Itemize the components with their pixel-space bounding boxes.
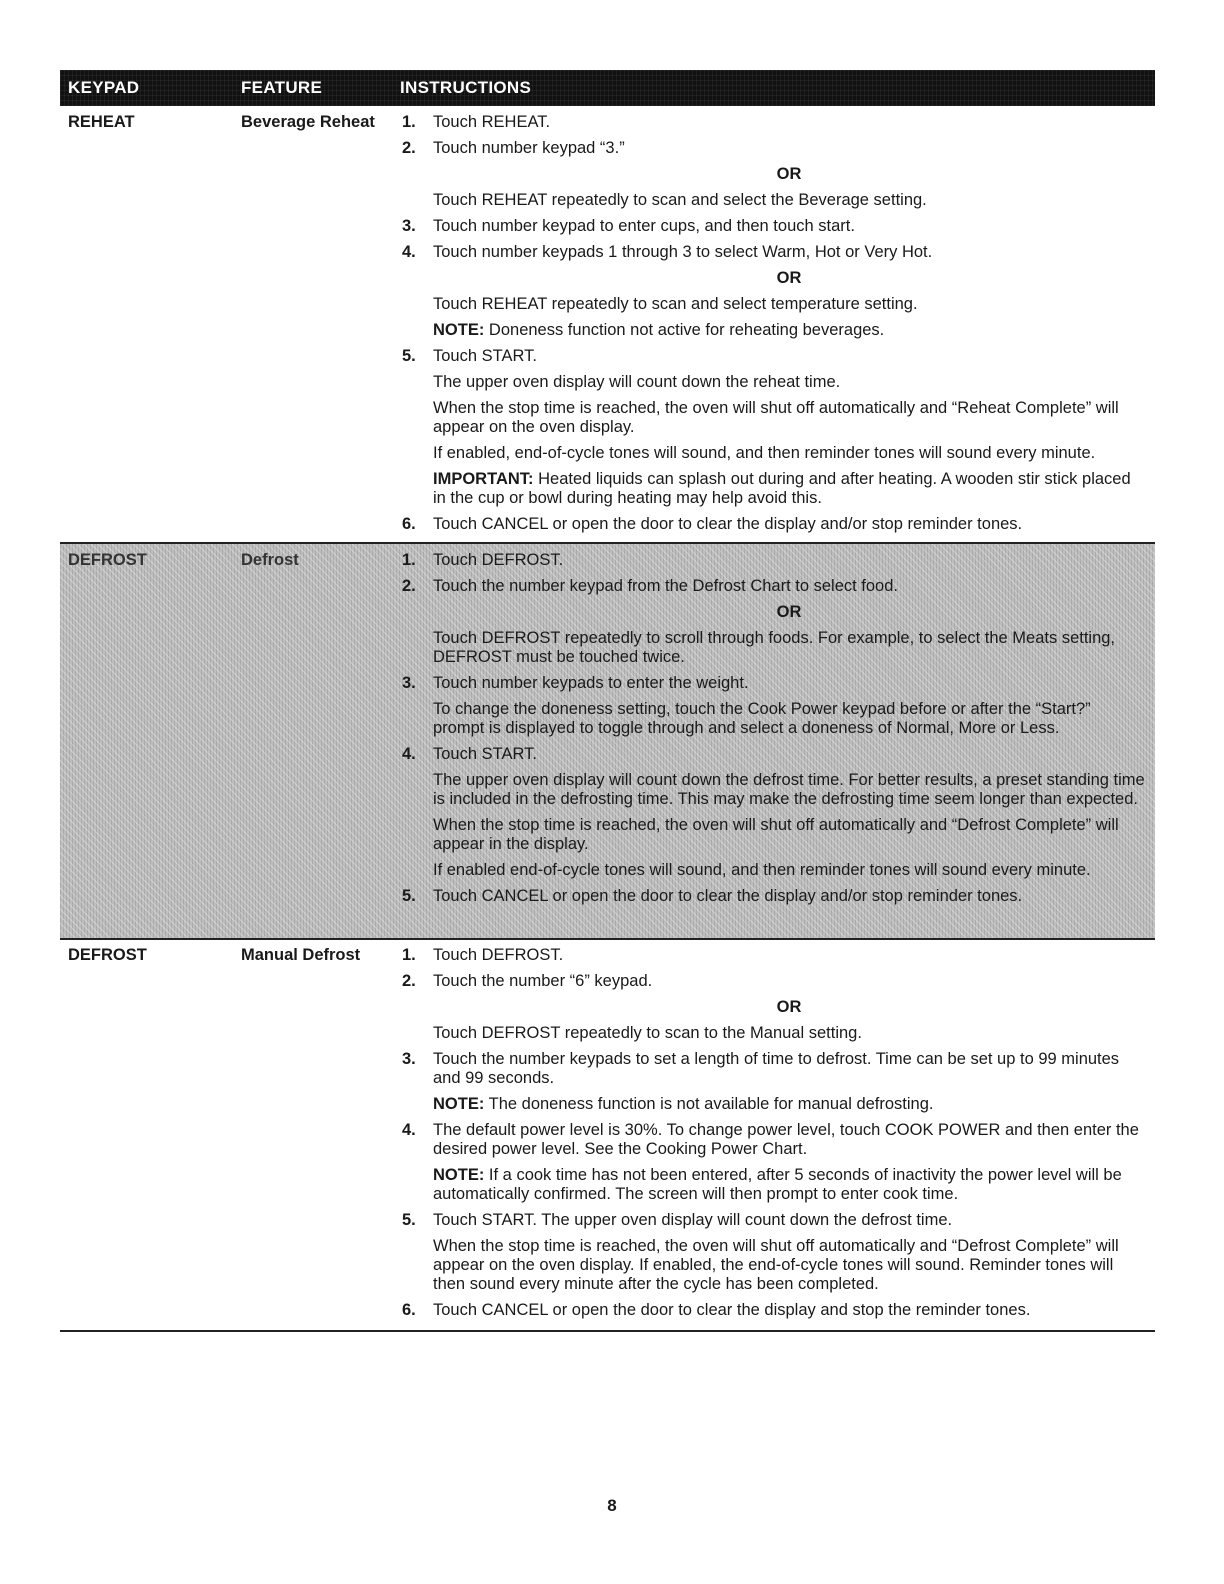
or-separator: OR	[776, 998, 802, 1016]
line-text: Touch CANCEL or open the door to clear the display and/or stop reminder tones.	[433, 515, 1023, 533]
feature-label: Manual Defrost	[241, 946, 361, 964]
note-lead: NOTE:	[433, 321, 485, 339]
instructions-list	[400, 113, 1145, 541]
step-number: 3.	[402, 1050, 416, 1068]
instruction-text	[400, 816, 1145, 854]
instruction-step	[400, 347, 1145, 366]
instruction-step	[400, 972, 1145, 991]
line-text: Touch the number keypad from the Defrost Chart to select food.	[433, 577, 898, 595]
step-number: 1.	[402, 946, 416, 964]
or-separator: OR	[776, 269, 802, 287]
line-text: Touch REHEAT repeatedly to scan and select the Beverage setting.	[433, 191, 927, 209]
step-number: 2.	[402, 139, 416, 157]
instruction-text	[400, 295, 1145, 314]
instruction-text	[400, 1024, 1145, 1043]
instruction-text	[400, 861, 1145, 880]
line-text: Heated liquids can splash out during and after heating. A wooden stir stick placed in the cup or bowl during heating may help avoid this.	[433, 470, 1131, 507]
page-number: 8	[607, 1496, 617, 1515]
note-lead: IMPORTANT:	[433, 470, 534, 488]
line-text: Touch DEFROST repeatedly to scroll through foods. For example, to select the Meats setting, DEFROST must be touched twice.	[433, 629, 1116, 666]
instruction-step	[400, 577, 1145, 596]
step-number: 4.	[402, 745, 416, 763]
instruction-step	[400, 139, 1145, 158]
instruction-note	[400, 1166, 1145, 1204]
line-text: Touch START. The upper oven display will count down the defrost time.	[433, 1211, 953, 1229]
instruction-step	[400, 1121, 1145, 1159]
line-text: Touch REHEAT repeatedly to scan and select temperature setting.	[433, 295, 918, 313]
line-text: Touch CANCEL or open the door to clear the display and/or stop reminder tones.	[433, 887, 1023, 905]
header-instructions: INSTRUCTIONS	[400, 78, 532, 97]
step-number: 2.	[402, 577, 416, 595]
line-text: Touch the number “6” keypad.	[433, 972, 653, 990]
line-text: When the stop time is reached, the oven will shut off automatically and “Defrost Complete” will appear in the display.	[433, 816, 1119, 853]
line-text: The upper oven display will count down the reheat time.	[433, 373, 841, 391]
section-defrost	[60, 544, 1155, 938]
section-beverage-reheat	[60, 108, 1155, 542]
or-separator: OR	[776, 165, 802, 183]
line-text: The upper oven display will count down the defrost time. For better results, a preset standing time is included in the defrosting time. This may make the defrosting time seem longer than expected.	[433, 771, 1145, 808]
header-feature: FEATURE	[241, 78, 323, 97]
header-keypad: KEYPAD	[68, 78, 140, 97]
table-header	[60, 70, 1155, 106]
feature-label: Beverage Reheat	[241, 113, 375, 131]
line-text: To change the doneness setting, touch the Cook Power keypad before or after the “Start?” prompt is displayed to toggle through and select a doneness of Normal, More or Less.	[433, 700, 1091, 737]
line-text: Touch DEFROST.	[433, 946, 564, 964]
section-divider	[60, 1330, 1155, 1332]
instruction-step	[400, 745, 1145, 764]
instruction-note	[400, 470, 1145, 508]
step-number: 3.	[402, 674, 416, 692]
step-number: 6.	[402, 1301, 416, 1319]
line-text: Touch DEFROST.	[433, 551, 564, 569]
instruction-step	[400, 551, 1145, 570]
line-text: Touch number keypads to enter the weight.	[433, 674, 749, 692]
instruction-text	[400, 629, 1145, 667]
instruction-step	[400, 1050, 1145, 1088]
line-text: Touch number keypad “3.”	[433, 139, 625, 157]
line-text: Doneness function not active for reheating beverages.	[484, 321, 885, 339]
feature-label: Defrost	[241, 551, 299, 569]
line-text: Touch REHEAT.	[433, 113, 551, 131]
step-number: 1.	[402, 551, 416, 569]
line-text: Touch DEFROST repeatedly to scan to the Manual setting.	[433, 1024, 862, 1042]
instruction-text	[400, 771, 1145, 809]
instruction-step	[400, 946, 1145, 965]
instruction-step	[400, 217, 1145, 236]
step-number: 1.	[402, 113, 416, 131]
step-number: 3.	[402, 217, 416, 235]
step-number: 2.	[402, 972, 416, 990]
line-text: Touch number keypads 1 through 3 to select Warm, Hot or Very Hot.	[433, 243, 933, 261]
line-text: The default power level is 30%. To change power level, touch COOK POWER and then enter the desired power level. See the Cooking Power Chart.	[433, 1121, 1139, 1158]
line-text: Touch CANCEL or open the door to clear the display and stop the reminder tones.	[433, 1301, 1031, 1319]
instruction-step	[400, 1211, 1145, 1230]
instruction-text	[400, 444, 1145, 463]
instructions-list	[400, 551, 1145, 913]
instruction-text	[400, 191, 1145, 210]
step-number: 5.	[402, 347, 416, 365]
instruction-text	[400, 1237, 1145, 1294]
line-text: The doneness function is not available for manual defrosting.	[484, 1095, 934, 1113]
instruction-text	[400, 373, 1145, 392]
note-lead: NOTE:	[433, 1095, 485, 1113]
note-lead: NOTE:	[433, 1166, 485, 1184]
instruction-step	[400, 674, 1145, 693]
keypad-label: DEFROST	[68, 551, 147, 569]
line-text: Touch the number keypads to set a length of time to defrost. Time can be set up to 99 minutes and 99 seconds.	[433, 1050, 1120, 1087]
line-text: When the stop time is reached, the oven will shut off automatically and “Reheat Complete” will appear on the oven display.	[433, 399, 1119, 436]
line-text: If a cook time has not been entered, after 5 seconds of inactivity the power level will be automatically confirmed. The screen will then prompt to enter cook time.	[433, 1166, 1122, 1203]
step-number: 5.	[402, 887, 416, 905]
line-text: Touch number keypad to enter cups, and then touch start.	[433, 217, 855, 235]
instruction-text	[400, 700, 1145, 738]
line-text: If enabled end-of-cycle tones will sound, and then reminder tones will sound every minute.	[433, 861, 1091, 879]
line-text: Touch START.	[433, 347, 537, 365]
instruction-step	[400, 113, 1145, 132]
instruction-step	[400, 1301, 1145, 1320]
step-number: 4.	[402, 1121, 416, 1139]
instruction-note	[400, 1095, 1145, 1114]
instructions-list	[400, 946, 1145, 1327]
step-number: 5.	[402, 1211, 416, 1229]
keypad-label: REHEAT	[68, 113, 135, 131]
line-text: If enabled, end-of-cycle tones will sound, and then reminder tones will sound every minute.	[433, 444, 1096, 462]
line-text: Touch START.	[433, 745, 537, 763]
instruction-step	[400, 243, 1145, 262]
or-separator: OR	[776, 603, 802, 621]
instruction-step	[400, 887, 1145, 906]
keypad-label: DEFROST	[68, 946, 147, 964]
instruction-step	[400, 515, 1145, 534]
step-number: 6.	[402, 515, 416, 533]
section-manual-defrost	[60, 940, 1155, 1330]
instruction-text	[400, 399, 1145, 437]
line-text: When the stop time is reached, the oven will shut off automatically and “Defrost Complete” will appear on the oven display. If enabled, the end-of-cycle tones will sound. Reminder tones will then sound every minute after the cycle has been completed.	[433, 1237, 1119, 1293]
instruction-note	[400, 321, 1145, 340]
step-number: 4.	[402, 243, 416, 261]
